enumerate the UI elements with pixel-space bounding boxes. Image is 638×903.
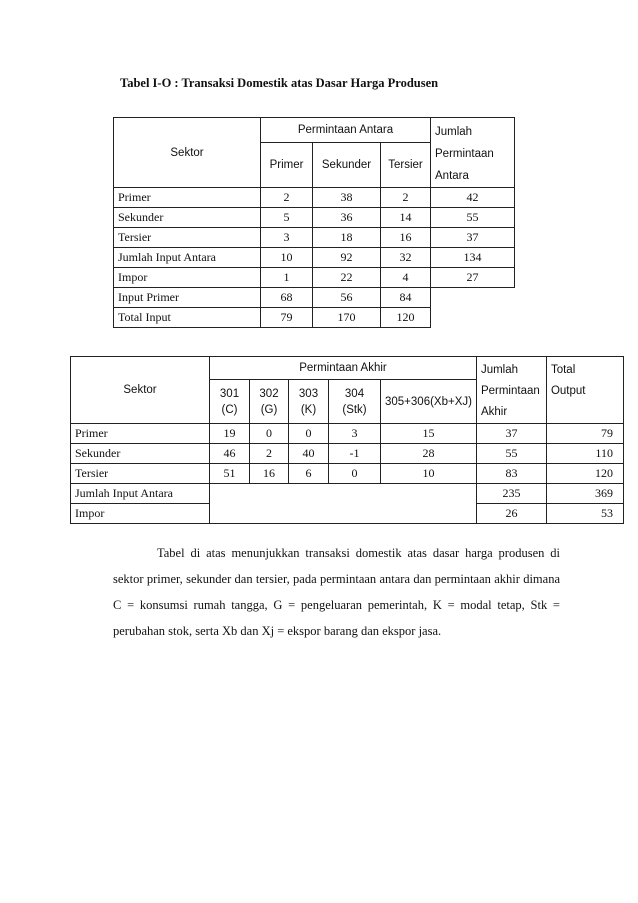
jumlah-cell: 55 [431,208,515,228]
total-output-cell: 53 [546,504,623,524]
table-cell: 10 [261,248,313,268]
table-cell: 14 [381,208,431,228]
table-row [114,208,515,228]
table-row [71,464,624,484]
table-row [71,424,624,444]
row-label: Jumlah Input Antara [71,484,210,504]
table-cell: 170 [313,308,381,328]
jumlah-cell: 83 [476,464,546,484]
table-cell: 19 [210,424,250,444]
jumlah-cell: 235 [476,484,546,504]
row-label: Input Primer [114,288,261,308]
jumlah-cell: 27 [431,268,515,288]
row-label: Tersier [114,228,261,248]
total-output-cell: 369 [546,484,623,504]
col-header-301: 301 (C) [210,380,250,424]
row-label: Tersier [71,464,210,484]
table-cell: 56 [313,288,381,308]
table-cell: 2 [261,188,313,208]
permintaan-antara-header: Permintaan Antara [261,118,431,143]
col-header-304: 304 (Stk) [329,380,381,424]
table-cell: 3 [261,228,313,248]
row-label: Impor [114,268,261,288]
jumlah-cell: 26 [476,504,546,524]
table-cell: 0 [289,424,329,444]
jumlah-cell: 37 [476,424,546,444]
row-label: Primer [114,188,261,208]
table-cell: 32 [381,248,431,268]
table-row [71,444,624,464]
table-row [71,504,624,524]
table-row [71,484,624,504]
col-header-302: 302 (G) [250,380,289,424]
row-label: Sekunder [71,444,210,464]
jumlah-cell [431,288,515,308]
permintaan-akhir-header: Permintaan Akhir [210,357,477,380]
jumlah-permintaan-akhir-header: Jumlah Permintaan Akhir [476,357,546,424]
table-cell: 36 [313,208,381,228]
col-header-primer: Primer [261,142,313,187]
table-cell: 3 [329,424,381,444]
table-cell: 92 [313,248,381,268]
table-title: Tabel I-O : Transaksi Domestik atas Dasar Harga Produsen [120,76,439,90]
table-row [114,228,515,248]
table-cell: 16 [250,464,289,484]
table-row [114,268,515,288]
empty-cell [210,484,477,504]
table-cell: 46 [210,444,250,464]
table-cell: 4 [381,268,431,288]
total-output-header: Total Output [546,357,623,424]
sektor-header: Sektor [114,118,261,188]
table-cell: 120 [381,308,431,328]
table-row [114,248,515,268]
table-cell: 40 [289,444,329,464]
table-cell: 2 [250,444,289,464]
table-row [114,308,515,328]
row-label: Impor [71,504,210,524]
table-cell: 38 [313,188,381,208]
table-cell: 28 [381,444,477,464]
row-label: Total Input [114,308,261,328]
row-label: Primer [71,424,210,444]
total-output-cell: 120 [546,464,623,484]
table-cell: 15 [381,424,477,444]
table-cell: 16 [381,228,431,248]
col-header-tersier: Tersier [381,142,431,187]
sektor-header: Sektor [71,357,210,424]
col-header-305-306: 305+306(Xb+XJ) [381,380,477,424]
table-cell: 84 [381,288,431,308]
jumlah-cell: 134 [431,248,515,268]
table-cell: 10 [381,464,477,484]
table-cell: 18 [313,228,381,248]
table-cell: 0 [329,464,381,484]
row-label: Sekunder [114,208,261,228]
description-paragraph: Tabel di atas menunjukkan transaksi domestik atas dasar harga produsen di sektor primer, sekunder dan tersier, pada permintaan antara dan permintaan akhir dimana C = konsumsi rumah tangga, G = pengeluaran pemerintah, K = modal tetap, Stk = perubahan stok, serta Xb dan Xj = ekspor barang dan ekspor jasa. [113,546,560,638]
jumlah-cell: 37 [431,228,515,248]
total-output-cell: 79 [546,424,623,444]
jumlah-cell: 42 [431,188,515,208]
table-cell: 68 [261,288,313,308]
col-header-303: 303 (K) [289,380,329,424]
total-output-cell: 110 [546,444,623,464]
table-row [114,188,515,208]
table-cell: 51 [210,464,250,484]
io-intermediate-table [113,117,515,328]
table-cell: 1 [261,268,313,288]
jumlah-cell [431,308,515,328]
empty-cell [210,504,477,524]
table-cell: 0 [250,424,289,444]
row-label: Jumlah Input Antara [114,248,261,268]
table-row [114,288,515,308]
jumlah-permintaan-antara-header: Jumlah Permintaan Antara [431,118,515,188]
table-cell: 6 [289,464,329,484]
jumlah-cell: 55 [476,444,546,464]
table-cell: 79 [261,308,313,328]
table-cell: -1 [329,444,381,464]
table-cell: 5 [261,208,313,228]
table-cell: 2 [381,188,431,208]
io-final-demand-table [70,356,624,524]
col-header-sekunder: Sekunder [313,142,381,187]
table-cell: 22 [313,268,381,288]
